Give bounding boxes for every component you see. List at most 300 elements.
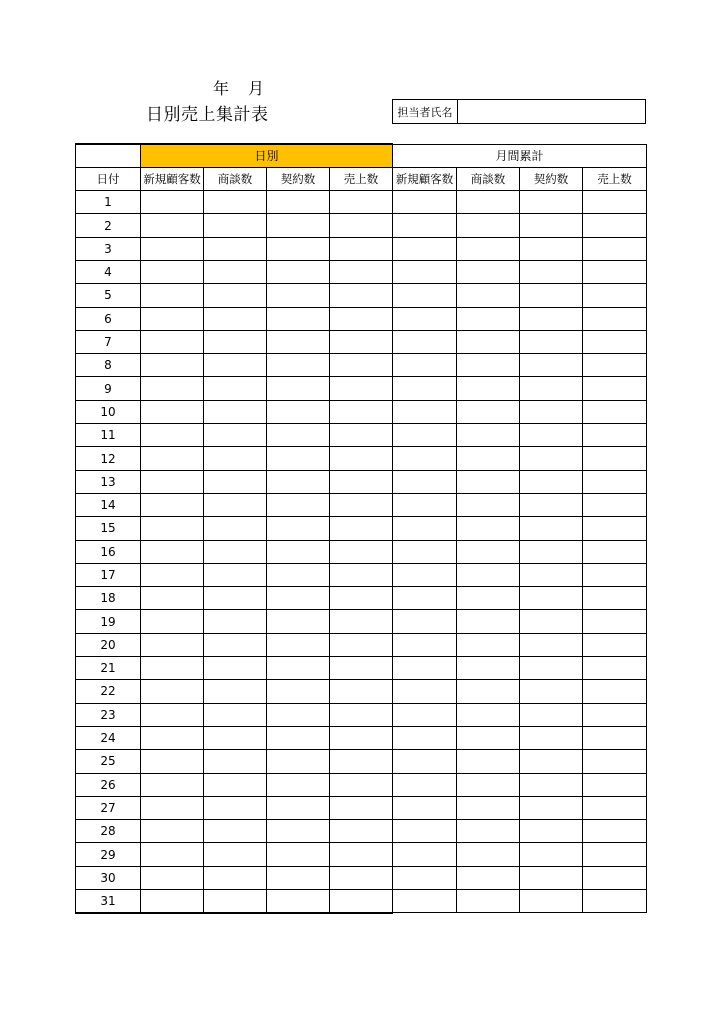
daily-input-cell[interactable] xyxy=(141,890,204,913)
date-cell: 23 xyxy=(76,703,141,726)
monthly-input-cell[interactable] xyxy=(393,540,457,563)
daily-input-cell[interactable] xyxy=(204,866,267,889)
monthly-input-cell[interactable] xyxy=(583,843,647,866)
monthly-input-cell[interactable] xyxy=(457,866,520,889)
monthly-input-cell[interactable] xyxy=(583,680,647,703)
monthly-input-cell[interactable] xyxy=(393,657,457,680)
daily-input-cell[interactable] xyxy=(330,284,393,307)
table-row xyxy=(76,726,647,749)
table-row xyxy=(76,773,647,796)
daily-input-cell[interactable] xyxy=(204,191,267,214)
date-cell: 30 xyxy=(76,866,141,889)
monthly-input-cell[interactable] xyxy=(520,470,583,493)
monthly-input-cell[interactable] xyxy=(520,260,583,283)
table-row xyxy=(76,400,647,423)
monthly-input-cell[interactable] xyxy=(457,750,520,773)
monthly-input-cell[interactable] xyxy=(393,307,457,330)
daily-input-cell[interactable] xyxy=(141,284,204,307)
daily-input-cell[interactable] xyxy=(330,191,393,214)
table-row xyxy=(76,191,647,214)
monthly-input-cell[interactable] xyxy=(520,820,583,843)
daily-input-cell[interactable] xyxy=(141,400,204,423)
monthly-input-cell[interactable] xyxy=(393,377,457,400)
monthly-input-cell[interactable] xyxy=(457,377,520,400)
daily-input-cell[interactable] xyxy=(204,843,267,866)
daily-input-cell[interactable] xyxy=(330,377,393,400)
month-label: 月 xyxy=(248,79,265,98)
monthly-input-cell[interactable] xyxy=(520,726,583,749)
daily-input-cell[interactable] xyxy=(204,633,267,656)
daily-input-cell[interactable] xyxy=(204,400,267,423)
monthly-input-cell[interactable] xyxy=(583,633,647,656)
monthly-input-cell[interactable] xyxy=(520,750,583,773)
monthly-input-cell[interactable] xyxy=(457,540,520,563)
daily-input-cell[interactable] xyxy=(141,330,204,353)
table-row xyxy=(76,633,647,656)
monthly-input-cell[interactable] xyxy=(393,493,457,516)
daily-input-cell[interactable] xyxy=(267,610,330,633)
date-cell: 19 xyxy=(76,610,141,633)
daily-input-cell[interactable] xyxy=(330,796,393,819)
monthly-input-cell[interactable] xyxy=(520,330,583,353)
monthly-input-cell[interactable] xyxy=(520,517,583,540)
monthly-input-cell[interactable] xyxy=(520,307,583,330)
monthly-input-cell[interactable] xyxy=(583,284,647,307)
monthly-input-cell[interactable] xyxy=(583,191,647,214)
monthly-input-cell[interactable] xyxy=(520,563,583,586)
monthly-input-cell[interactable] xyxy=(583,424,647,447)
monthly-input-cell[interactable] xyxy=(457,470,520,493)
table-row xyxy=(76,424,647,447)
daily-input-cell[interactable] xyxy=(267,493,330,516)
daily-input-cell[interactable] xyxy=(141,680,204,703)
daily-input-cell[interactable] xyxy=(204,820,267,843)
monthly-input-cell[interactable] xyxy=(393,260,457,283)
daily-input-cell[interactable] xyxy=(204,493,267,516)
monthly-input-cell[interactable] xyxy=(457,493,520,516)
daily-input-cell[interactable] xyxy=(204,890,267,913)
daily-input-cell[interactable] xyxy=(267,260,330,283)
daily-input-cell[interactable] xyxy=(204,796,267,819)
daily-input-cell[interactable] xyxy=(267,330,330,353)
date-cell: 16 xyxy=(76,540,141,563)
monthly-input-cell[interactable] xyxy=(393,354,457,377)
monthly-input-cell[interactable] xyxy=(457,330,520,353)
daily-input-cell[interactable] xyxy=(141,493,204,516)
daily-input-cell[interactable] xyxy=(204,377,267,400)
monthly-input-cell[interactable] xyxy=(457,517,520,540)
monthly-input-cell[interactable] xyxy=(583,866,647,889)
monthly-input-cell[interactable] xyxy=(520,680,583,703)
daily-input-cell[interactable] xyxy=(204,587,267,610)
daily-input-cell[interactable] xyxy=(141,540,204,563)
monthly-input-cell[interactable] xyxy=(457,680,520,703)
monthly-input-cell[interactable] xyxy=(583,587,647,610)
daily-input-cell[interactable] xyxy=(204,214,267,237)
monthly-input-cell[interactable] xyxy=(393,866,457,889)
daily-input-cell[interactable] xyxy=(330,587,393,610)
monthly-input-cell[interactable] xyxy=(520,657,583,680)
monthly-input-cell[interactable] xyxy=(583,237,647,260)
daily-input-cell[interactable] xyxy=(330,354,393,377)
monthly-input-cell[interactable] xyxy=(393,796,457,819)
daily-input-cell[interactable] xyxy=(204,284,267,307)
monthly-input-cell[interactable] xyxy=(520,890,583,913)
daily-input-cell[interactable] xyxy=(141,307,204,330)
monthly-input-cell[interactable] xyxy=(457,587,520,610)
daily-input-cell[interactable] xyxy=(330,750,393,773)
monthly-input-cell[interactable] xyxy=(393,237,457,260)
daily-input-cell[interactable] xyxy=(267,540,330,563)
daily-input-cell[interactable] xyxy=(141,424,204,447)
monthly-input-cell[interactable] xyxy=(520,424,583,447)
date-cell: 12 xyxy=(76,447,141,470)
date-cell: 13 xyxy=(76,470,141,493)
daily-input-cell[interactable] xyxy=(204,470,267,493)
daily-input-cell[interactable] xyxy=(141,563,204,586)
monthly-input-cell[interactable] xyxy=(393,424,457,447)
date-cell: 18 xyxy=(76,587,141,610)
daily-input-cell[interactable] xyxy=(330,214,393,237)
monthly-input-cell[interactable] xyxy=(393,284,457,307)
monthly-input-cell[interactable] xyxy=(520,493,583,516)
monthly-input-cell[interactable] xyxy=(393,750,457,773)
daily-input-cell[interactable] xyxy=(204,750,267,773)
daily-input-cell[interactable] xyxy=(204,330,267,353)
daily-input-cell[interactable] xyxy=(267,890,330,913)
daily-input-cell[interactable] xyxy=(330,517,393,540)
monthly-input-cell[interactable] xyxy=(520,610,583,633)
date-cell: 7 xyxy=(76,330,141,353)
daily-input-cell[interactable] xyxy=(330,726,393,749)
monthly-input-cell[interactable] xyxy=(520,354,583,377)
table-row xyxy=(76,563,647,586)
monthly-input-cell[interactable] xyxy=(393,726,457,749)
daily-input-cell[interactable] xyxy=(204,517,267,540)
monthly-input-cell[interactable] xyxy=(520,773,583,796)
column-header-row xyxy=(76,167,647,190)
daily-input-cell[interactable] xyxy=(204,424,267,447)
daily-contracts-header: 契約数 xyxy=(267,167,330,190)
monthly-input-cell[interactable] xyxy=(583,377,647,400)
daily-input-cell[interactable] xyxy=(141,191,204,214)
daily-input-cell[interactable] xyxy=(330,843,393,866)
monthly-input-cell[interactable] xyxy=(520,703,583,726)
daily-input-cell[interactable] xyxy=(330,866,393,889)
daily-input-cell[interactable] xyxy=(267,354,330,377)
daily-input-cell[interactable] xyxy=(267,680,330,703)
monthly-input-cell[interactable] xyxy=(393,470,457,493)
date-cell: 6 xyxy=(76,307,141,330)
monthly-input-cell[interactable] xyxy=(457,633,520,656)
monthly-input-cell[interactable] xyxy=(393,214,457,237)
monthly-input-cell[interactable] xyxy=(583,540,647,563)
daily-input-cell[interactable] xyxy=(330,493,393,516)
date-cell: 26 xyxy=(76,773,141,796)
monthly-input-cell[interactable] xyxy=(457,424,520,447)
monthly-input-cell[interactable] xyxy=(393,191,457,214)
table-row xyxy=(76,330,647,353)
monthly-input-cell[interactable] xyxy=(393,633,457,656)
daily-input-cell[interactable] xyxy=(267,400,330,423)
daily-input-cell[interactable] xyxy=(141,377,204,400)
daily-input-cell[interactable] xyxy=(330,447,393,470)
monthly-input-cell[interactable] xyxy=(520,447,583,470)
daily-input-cell[interactable] xyxy=(141,820,204,843)
daily-input-cell[interactable] xyxy=(141,260,204,283)
daily-input-cell[interactable] xyxy=(267,284,330,307)
monthly-input-cell[interactable] xyxy=(393,330,457,353)
monthly-input-cell[interactable] xyxy=(583,447,647,470)
date-cell: 5 xyxy=(76,284,141,307)
monthly-input-cell[interactable] xyxy=(520,587,583,610)
monthly-input-cell[interactable] xyxy=(583,610,647,633)
date-header: 日付 xyxy=(76,167,141,190)
monthly-input-cell[interactable] xyxy=(583,330,647,353)
daily-input-cell[interactable] xyxy=(330,773,393,796)
monthly-input-cell[interactable] xyxy=(583,517,647,540)
daily-input-cell[interactable] xyxy=(141,750,204,773)
daily-input-cell[interactable] xyxy=(267,726,330,749)
daily-input-cell[interactable] xyxy=(204,726,267,749)
monthly-input-cell[interactable] xyxy=(583,470,647,493)
monthly-input-cell[interactable] xyxy=(393,563,457,586)
monthly-input-cell[interactable] xyxy=(583,493,647,516)
daily-input-cell[interactable] xyxy=(141,657,204,680)
daily-input-cell[interactable] xyxy=(330,633,393,656)
monthly-input-cell[interactable] xyxy=(457,237,520,260)
daily-input-cell[interactable] xyxy=(267,796,330,819)
monthly-input-cell[interactable] xyxy=(457,890,520,913)
monthly-input-cell[interactable] xyxy=(393,400,457,423)
daily-negotiations-header: 商談数 xyxy=(204,167,267,190)
table-row xyxy=(76,214,647,237)
monthly-input-cell[interactable] xyxy=(583,307,647,330)
monthly-input-cell[interactable] xyxy=(393,517,457,540)
daily-input-cell[interactable] xyxy=(141,843,204,866)
date-cell: 29 xyxy=(76,843,141,866)
daily-input-cell[interactable] xyxy=(267,214,330,237)
monthly-input-cell[interactable] xyxy=(583,820,647,843)
daily-input-cell[interactable] xyxy=(141,470,204,493)
daily-input-cell[interactable] xyxy=(267,447,330,470)
daily-input-cell[interactable] xyxy=(204,563,267,586)
monthly-input-cell[interactable] xyxy=(457,307,520,330)
monthly-input-cell[interactable] xyxy=(457,354,520,377)
date-cell: 17 xyxy=(76,563,141,586)
daily-input-cell[interactable] xyxy=(330,703,393,726)
daily-input-cell[interactable] xyxy=(141,703,204,726)
monthly-input-cell[interactable] xyxy=(583,703,647,726)
daily-input-cell[interactable] xyxy=(204,237,267,260)
monthly-input-cell[interactable] xyxy=(457,191,520,214)
table-row xyxy=(76,796,647,819)
monthly-input-cell[interactable] xyxy=(457,284,520,307)
monthly-input-cell[interactable] xyxy=(457,610,520,633)
monthly-input-cell[interactable] xyxy=(393,610,457,633)
daily-input-cell[interactable] xyxy=(267,237,330,260)
monthly-input-cell[interactable] xyxy=(520,237,583,260)
monthly-input-cell[interactable] xyxy=(520,377,583,400)
monthly-input-cell[interactable] xyxy=(457,400,520,423)
monthly-input-cell[interactable] xyxy=(457,657,520,680)
table-row xyxy=(76,307,647,330)
monthly-input-cell[interactable] xyxy=(393,680,457,703)
daily-input-cell[interactable] xyxy=(267,820,330,843)
date-cell: 31 xyxy=(76,890,141,913)
date-cell: 11 xyxy=(76,424,141,447)
monthly-input-cell[interactable] xyxy=(457,773,520,796)
monthly-negotiations-header: 商談数 xyxy=(457,167,520,190)
monthly-input-cell[interactable] xyxy=(393,703,457,726)
daily-input-cell[interactable] xyxy=(141,237,204,260)
monthly-input-cell[interactable] xyxy=(457,260,520,283)
daily-input-cell[interactable] xyxy=(204,657,267,680)
daily-input-cell[interactable] xyxy=(267,657,330,680)
daily-new-customers-header: 新規顧客数 xyxy=(141,167,204,190)
daily-input-cell[interactable] xyxy=(267,517,330,540)
date-cell: 20 xyxy=(76,633,141,656)
daily-input-cell[interactable] xyxy=(204,540,267,563)
staff-name-field[interactable] xyxy=(458,100,645,123)
daily-input-cell[interactable] xyxy=(267,843,330,866)
table-row xyxy=(76,866,647,889)
monthly-input-cell[interactable] xyxy=(583,796,647,819)
daily-input-cell[interactable] xyxy=(141,610,204,633)
table-row xyxy=(76,820,647,843)
monthly-input-cell[interactable] xyxy=(583,750,647,773)
monthly-input-cell[interactable] xyxy=(583,260,647,283)
daily-input-cell[interactable] xyxy=(330,610,393,633)
date-cell: 10 xyxy=(76,400,141,423)
daily-input-cell[interactable] xyxy=(267,773,330,796)
monthly-new-customers-header: 新規顧客数 xyxy=(393,167,457,190)
daily-input-cell[interactable] xyxy=(204,703,267,726)
daily-input-cell[interactable] xyxy=(267,377,330,400)
table-row xyxy=(76,284,647,307)
daily-input-cell[interactable] xyxy=(267,750,330,773)
daily-input-cell[interactable] xyxy=(267,307,330,330)
daily-input-cell[interactable] xyxy=(141,354,204,377)
monthly-input-cell[interactable] xyxy=(520,400,583,423)
date-cell: 4 xyxy=(76,260,141,283)
table-row xyxy=(76,587,647,610)
monthly-input-cell[interactable] xyxy=(520,191,583,214)
daily-input-cell[interactable] xyxy=(204,307,267,330)
daily-input-cell[interactable] xyxy=(267,587,330,610)
monthly-input-cell[interactable] xyxy=(457,843,520,866)
monthly-input-cell[interactable] xyxy=(393,447,457,470)
monthly-input-cell[interactable] xyxy=(520,284,583,307)
monthly-input-cell[interactable] xyxy=(457,563,520,586)
daily-input-cell[interactable] xyxy=(141,447,204,470)
date-cell: 8 xyxy=(76,354,141,377)
daily-input-cell[interactable] xyxy=(204,447,267,470)
daily-input-cell[interactable] xyxy=(330,307,393,330)
daily-input-cell[interactable] xyxy=(204,260,267,283)
monthly-input-cell[interactable] xyxy=(393,820,457,843)
monthly-input-cell[interactable] xyxy=(520,843,583,866)
daily-input-cell[interactable] xyxy=(267,563,330,586)
daily-input-cell[interactable] xyxy=(141,214,204,237)
daily-input-cell[interactable] xyxy=(267,424,330,447)
monthly-input-cell[interactable] xyxy=(393,890,457,913)
daily-input-cell[interactable] xyxy=(204,773,267,796)
monthly-input-cell[interactable] xyxy=(520,633,583,656)
group-header-row xyxy=(76,144,647,167)
daily-input-cell[interactable] xyxy=(141,796,204,819)
table-row xyxy=(76,680,647,703)
monthly-input-cell[interactable] xyxy=(583,563,647,586)
daily-input-cell[interactable] xyxy=(204,354,267,377)
daily-input-cell[interactable] xyxy=(204,680,267,703)
monthly-input-cell[interactable] xyxy=(457,796,520,819)
monthly-input-cell[interactable] xyxy=(520,540,583,563)
daily-input-cell[interactable] xyxy=(330,400,393,423)
monthly-input-cell[interactable] xyxy=(393,587,457,610)
daily-input-cell[interactable] xyxy=(330,330,393,353)
daily-input-cell[interactable] xyxy=(141,866,204,889)
table-row xyxy=(76,610,647,633)
monthly-input-cell[interactable] xyxy=(583,890,647,913)
monthly-group-header: 月間累計 xyxy=(393,144,647,167)
date-cell: 9 xyxy=(76,377,141,400)
monthly-input-cell[interactable] xyxy=(583,354,647,377)
daily-input-cell[interactable] xyxy=(330,890,393,913)
daily-input-cell[interactable] xyxy=(330,680,393,703)
daily-input-cell[interactable] xyxy=(204,610,267,633)
monthly-input-cell[interactable] xyxy=(583,726,647,749)
monthly-input-cell[interactable] xyxy=(520,866,583,889)
daily-input-cell[interactable] xyxy=(267,866,330,889)
daily-input-cell[interactable] xyxy=(330,820,393,843)
monthly-input-cell[interactable] xyxy=(520,214,583,237)
monthly-input-cell[interactable] xyxy=(393,773,457,796)
daily-input-cell[interactable] xyxy=(330,260,393,283)
daily-input-cell[interactable] xyxy=(141,773,204,796)
daily-input-cell[interactable] xyxy=(330,563,393,586)
monthly-input-cell[interactable] xyxy=(583,400,647,423)
daily-input-cell[interactable] xyxy=(330,657,393,680)
monthly-input-cell[interactable] xyxy=(520,796,583,819)
daily-input-cell[interactable] xyxy=(141,517,204,540)
table-row xyxy=(76,517,647,540)
monthly-input-cell[interactable] xyxy=(457,703,520,726)
daily-input-cell[interactable] xyxy=(267,191,330,214)
monthly-input-cell[interactable] xyxy=(457,820,520,843)
table-row xyxy=(76,260,647,283)
daily-input-cell[interactable] xyxy=(267,633,330,656)
daily-input-cell[interactable] xyxy=(267,470,330,493)
daily-input-cell[interactable] xyxy=(267,703,330,726)
daily-input-cell[interactable] xyxy=(330,424,393,447)
monthly-input-cell[interactable] xyxy=(393,843,457,866)
daily-input-cell[interactable] xyxy=(330,237,393,260)
monthly-input-cell[interactable] xyxy=(457,214,520,237)
monthly-input-cell[interactable] xyxy=(583,773,647,796)
daily-input-cell[interactable] xyxy=(141,633,204,656)
date-cell: 25 xyxy=(76,750,141,773)
date-cell: 1 xyxy=(76,191,141,214)
monthly-input-cell[interactable] xyxy=(583,214,647,237)
monthly-input-cell[interactable] xyxy=(457,447,520,470)
monthly-input-cell[interactable] xyxy=(583,657,647,680)
daily-input-cell[interactable] xyxy=(141,726,204,749)
daily-input-cell[interactable] xyxy=(141,587,204,610)
daily-input-cell[interactable] xyxy=(330,540,393,563)
monthly-input-cell[interactable] xyxy=(457,726,520,749)
daily-input-cell[interactable] xyxy=(330,470,393,493)
